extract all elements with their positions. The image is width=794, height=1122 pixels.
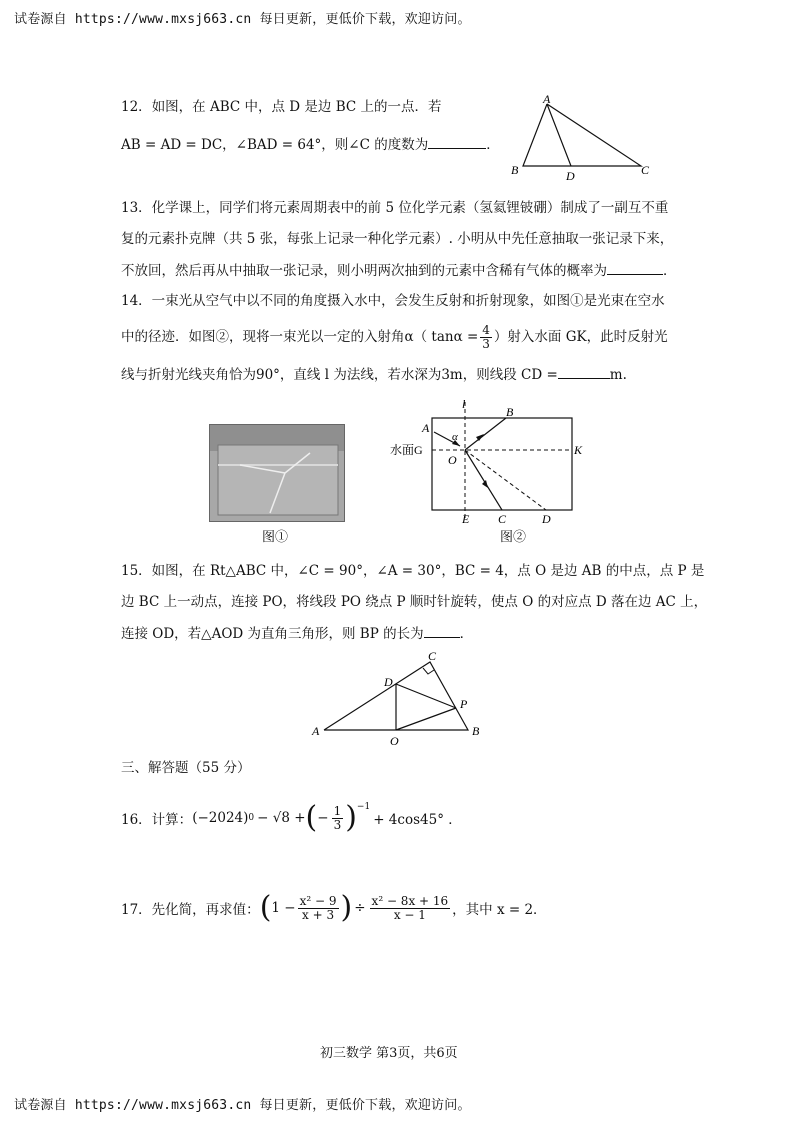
q12-triangle-figure bbox=[505, 92, 655, 182]
q15-label-O: O bbox=[390, 734, 399, 748]
site-header: 试卷源自 https://www.mxsj663.cn 每日更新，更低价下载，欢迎访问。 bbox=[14, 12, 471, 27]
fig2-label-E: E bbox=[462, 512, 470, 526]
q16-expression: 16．计算： (−2024) 0 − √8 + ( − $\frac{1}{3}$ ) $^{-1}$ + 4cos45° ． bbox=[121, 800, 462, 835]
q12-label-A: A bbox=[543, 92, 551, 106]
fig2-label-alpha: α bbox=[452, 431, 458, 443]
q12-label-C: C bbox=[641, 163, 650, 177]
q15-triangle-figure bbox=[310, 648, 490, 748]
q14-line3: 线与折射光线夹角恰为90°，直线 l 为法线，若水深为3m，则线段 CD = m. bbox=[121, 364, 627, 385]
q17-fraction-1: $\frac{\text{x² − 9}}{x + 3}$ bbox=[299, 893, 337, 922]
site-footer: 试卷源自 https://www.mxsj663.cn 每日更新，更低价下载，欢迎访问。 bbox=[14, 1098, 471, 1113]
fig2-label-D: D bbox=[542, 512, 551, 526]
q14-refraction-figure2 bbox=[388, 396, 588, 526]
fig2-label-B: B bbox=[506, 405, 514, 419]
q14-fig2-caption: 图② bbox=[500, 530, 527, 545]
page-number-footer: 初三数学 第3页，共6页 bbox=[320, 1046, 458, 1061]
q16-fraction: $\frac{1}{3}$ bbox=[333, 803, 342, 832]
q12-line1: 12．如图，在 ABC 中，点 D 是边 BC 上的一点．若 bbox=[121, 99, 442, 115]
q15-answer-blank bbox=[424, 623, 460, 638]
fig2-label-O: O bbox=[448, 453, 457, 467]
q12-answer-blank bbox=[428, 134, 486, 149]
q13-line2: 复的元素扑克牌（共 5 张，每张上记录一种化学元素）. 小明从中先任意抽取一张记录下来， bbox=[121, 231, 674, 247]
q12-label-D: D bbox=[566, 169, 575, 182]
q15-line1: 15．如图，在 Rt△ABC 中，∠C = 90°，∠A = 30°，BC = 4，点 O 是边 AB 的中点，点 P 是 bbox=[121, 563, 705, 579]
q17-fraction-2: $\frac{\text{x² − 8x + 16}}{x - 1}$ bbox=[371, 893, 449, 922]
fig2-label-water-G: 水面G bbox=[390, 443, 423, 457]
q13-line3: 不放回，然后再从中抽取一张记录，则小明两次抽到的元素中含稀有气体的概率为 ． bbox=[121, 260, 677, 281]
q15-line3: 连接 OD，若△AOD 为直角三角形，则 BP 的长为 ． bbox=[121, 623, 473, 644]
q13-line1: 13．化学课上，同学们将元素周期表中的前 5 位化学元素（氢氦锂铍硼）制成了一副互不重 bbox=[121, 200, 669, 216]
q15-label-A: A bbox=[312, 724, 320, 738]
q14-line1: 14．一束光从空气中以不同的角度摄入水中，会发生反射和折射现象，如图①是光束在空水 bbox=[121, 293, 665, 309]
fig2-label-l: l bbox=[462, 397, 466, 411]
q12-label-B: B bbox=[511, 163, 519, 177]
fig2-label-A: A bbox=[422, 421, 430, 435]
section-3-title: 三、解答题（55 分） bbox=[121, 760, 251, 776]
fig2-label-K: K bbox=[574, 443, 583, 457]
q15-label-D: D bbox=[384, 675, 393, 689]
q14-answer-blank bbox=[558, 364, 610, 379]
q15-line2: 边 BC 上一动点，连接 PO，将线段 PO 绕点 P 顺时针旋转，使点 O 的对应点 D 落在边 AC 上， bbox=[121, 594, 708, 610]
fig2-label-C: C bbox=[498, 512, 507, 526]
q15-label-B: B bbox=[472, 724, 480, 738]
q15-label-C: C bbox=[428, 649, 437, 663]
q13-answer-blank bbox=[607, 260, 663, 275]
q14-photo-drawing bbox=[210, 425, 344, 521]
q14-fig1-caption: 图① bbox=[262, 530, 289, 545]
q14-line2: 中的径迹．如图②，现将一束光以一定的入射角α（ tanα = $\frac{4}{3}$ ）射入水面 GK，此时反射光 bbox=[121, 323, 668, 351]
q17-expression: 17．先化简，再求值： ( 1 − $\frac{\text{x² − 9}}{x + 3}$ ) ÷ $\frac{\text{x² − 8x + 16}}{x - 1}$ ，其中 x = 2． bbox=[121, 890, 547, 925]
q12-line2: AB = AD = DC，∠BAD = 64°，则∠C 的度数为 ． bbox=[121, 134, 500, 155]
q14-tan-fraction: $\frac{4}{3}$ bbox=[482, 323, 490, 351]
q15-label-P: P bbox=[460, 697, 468, 711]
q14-photo-figure1 bbox=[209, 424, 345, 522]
